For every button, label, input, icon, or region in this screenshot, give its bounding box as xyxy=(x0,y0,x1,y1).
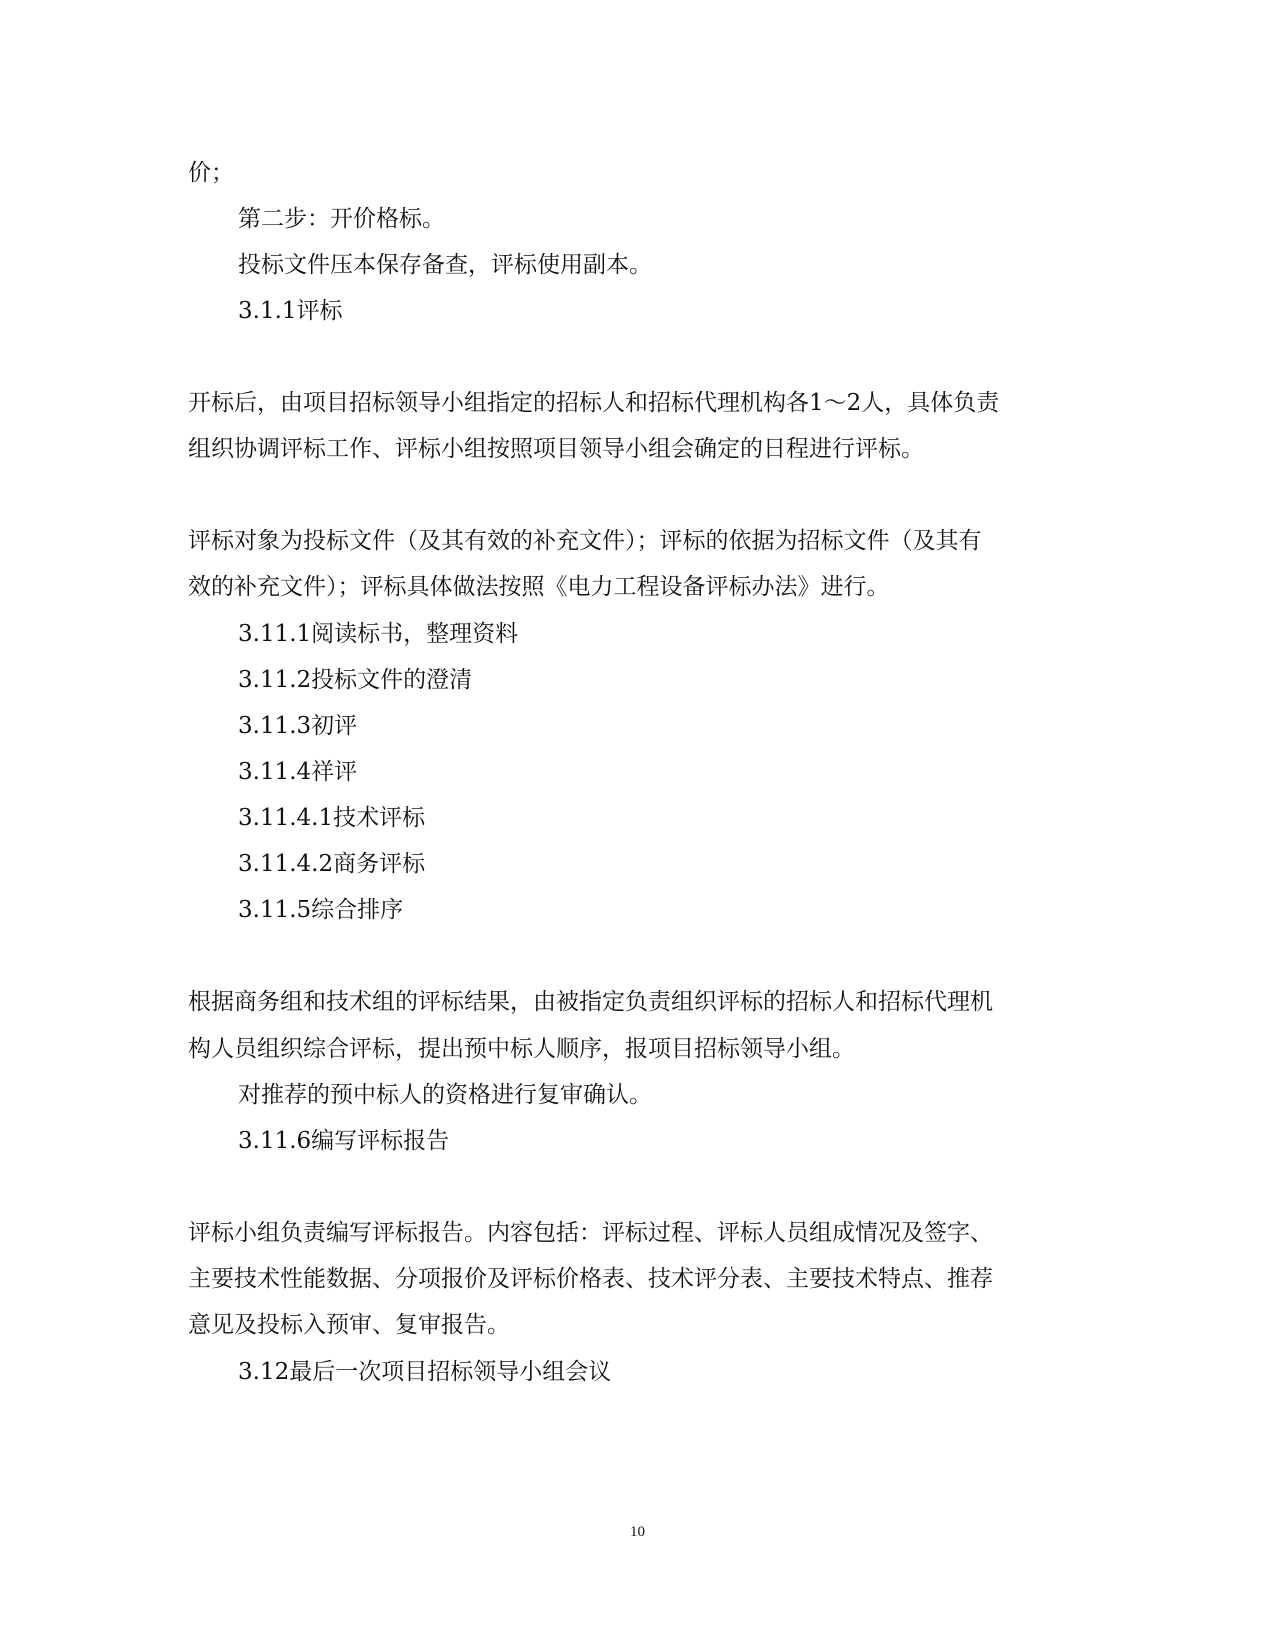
text-line: 开标后，由项目招标领导小组指定的招标人和招标代理机构各1～2人，具体负责 xyxy=(188,390,1000,416)
section-heading: 3.11.5综合排序 xyxy=(238,897,404,923)
section-heading: 3.11.2投标文件的澄清 xyxy=(238,667,473,693)
text-line: 评标小组负责编写评标报告。内容包括：评标过程、评标人员组成情况及签字、 xyxy=(188,1220,993,1246)
section-heading: 3.11.1阅读标书，整理资料 xyxy=(238,621,519,647)
section-heading: 3.1.1评标 xyxy=(238,298,343,324)
section-heading: 3.11.4.2商务评标 xyxy=(238,851,426,877)
text-line: 第二步：开价格标。 xyxy=(238,206,445,232)
page-number: 10 xyxy=(630,1524,645,1540)
section-heading: 3.11.4.1技术评标 xyxy=(238,805,426,831)
section-heading: 3.11.3初评 xyxy=(238,713,358,739)
text-line: 对推荐的预中标人的资格进行复审确认。 xyxy=(238,1082,652,1108)
section-heading: 3.12最后一次项目招标领导小组会议 xyxy=(238,1359,612,1385)
text-line: 效的补充文件）；评标具体做法按照《电力工程设备评标办法》进行。 xyxy=(188,574,890,600)
section-heading: 3.11.6编写评标报告 xyxy=(238,1128,450,1154)
text-line: 组织协调评标工作、评标小组按照项目领导小组会确定的日程进行评标。 xyxy=(188,436,924,462)
text-line: 意见及投标入预审、复审报告。 xyxy=(188,1312,510,1338)
section-heading: 3.11.4祥评 xyxy=(238,759,358,785)
text-line: 评标对象为投标文件（及其有效的补充文件）；评标的依据为招标文件（及其有 xyxy=(188,528,982,554)
text-line: 主要技术性能数据、分项报价及评标价格表、技术评分表、主要技术特点、推荐 xyxy=(188,1266,993,1292)
text-line: 构人员组织综合评标，提出预中标人顺序，报项目招标领导小组。 xyxy=(188,1036,855,1062)
text-line: 根据商务组和技术组的评标结果，由被指定负责组织评标的招标人和招标代理机 xyxy=(188,989,993,1015)
text-line: 价； xyxy=(188,160,234,186)
text-line: 投标文件压本保存备查，评标使用副本。 xyxy=(238,252,652,278)
